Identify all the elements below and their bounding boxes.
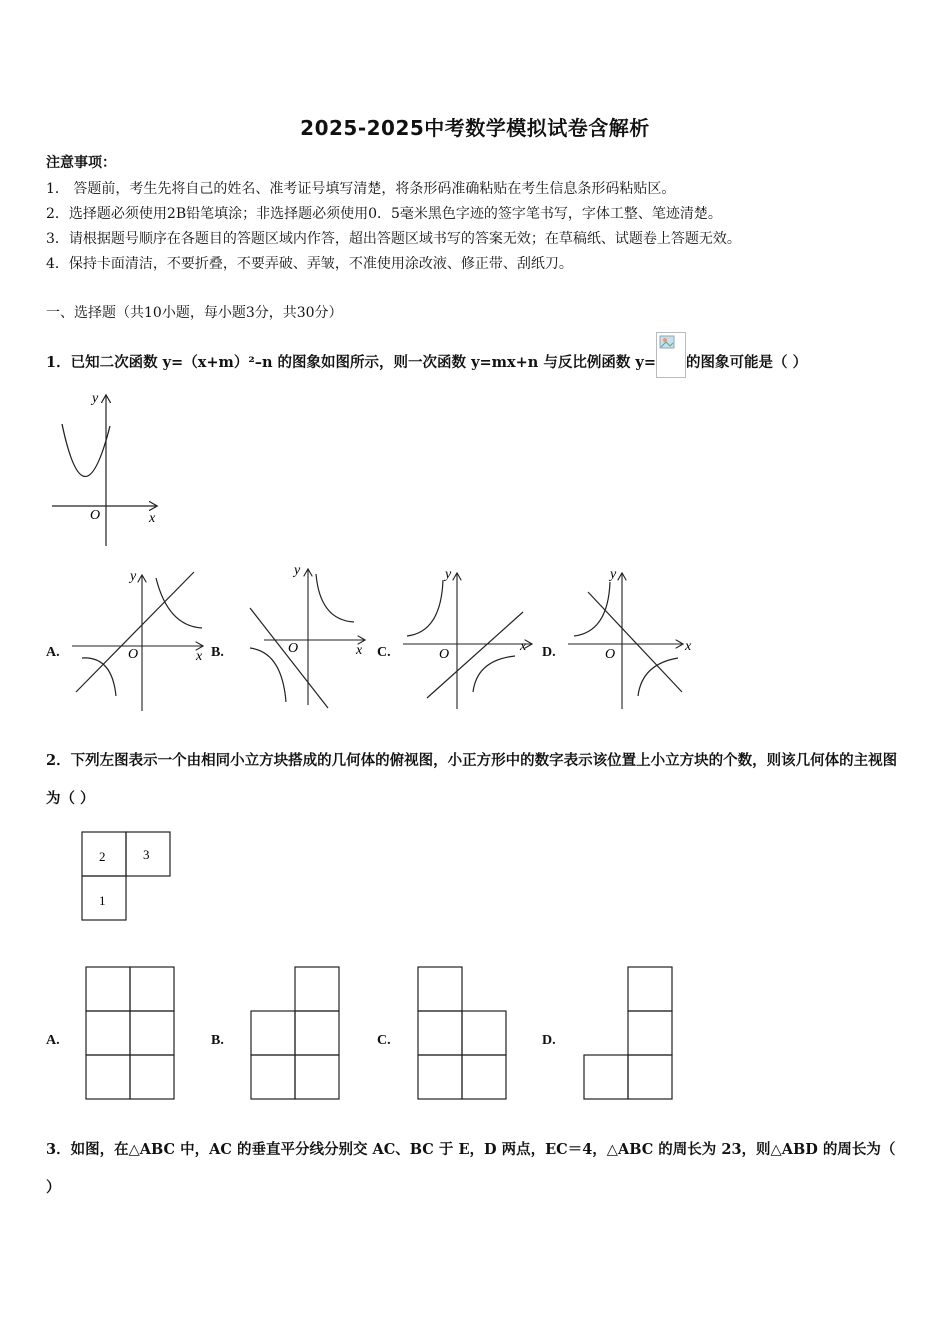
grid-number: 2 (99, 849, 106, 864)
q1-option-a-graph[interactable] (72, 568, 212, 713)
q2-option-b-label[interactable]: B. (211, 1033, 224, 1048)
broken-image-icon (656, 332, 686, 378)
q2-option-c-view[interactable] (416, 965, 508, 1101)
notice-item: 1． 答题前，考生先将自己的姓名、准考证号填写清楚，将条形码准确粘贴在考生信息条形码粘贴区。 (46, 181, 676, 197)
origin-label: O (128, 647, 139, 662)
origin-label: O (288, 641, 299, 656)
y-axis-label: y (92, 391, 99, 406)
x-axis-label: x (149, 511, 156, 526)
x-axis-label: x (685, 639, 692, 654)
q2-option-b-view[interactable] (249, 965, 341, 1101)
q1-parabola-figure (46, 388, 176, 548)
q1-option-b-graph[interactable] (236, 562, 376, 707)
y-axis-label: y (130, 569, 137, 584)
y-axis-label: y (294, 563, 301, 578)
question-2-text: 2．下列左图表示一个由相同小立方块搭成的几何体的俯视图，小正方形中的数字表示该位置上小立方块的个数，则该几何体的主视图为（ ） (46, 752, 898, 807)
origin-label: O (605, 647, 616, 662)
notice-item: 4．保持卡面清洁，不要折叠，不要弄破、弄皱，不准使用涂改液、修正带、刮纸刀。 (46, 256, 573, 272)
q1-option-c-label[interactable]: C. (377, 645, 391, 660)
q1-option-b-label[interactable]: B. (211, 645, 224, 660)
notice-heading: 注意事项： (46, 155, 116, 171)
y-axis-label: y (445, 567, 452, 582)
grid-number: 1 (99, 893, 106, 908)
x-axis-label: x (356, 643, 363, 658)
q1-option-a-label[interactable]: A. (46, 645, 60, 660)
q2-option-c-label[interactable]: C. (377, 1033, 391, 1048)
y-axis-label: y (610, 567, 617, 582)
x-axis-label: x (520, 639, 527, 654)
q2-option-a-label[interactable]: A. (46, 1033, 60, 1048)
grid-number: 3 (143, 847, 150, 862)
q2-option-a-view[interactable] (84, 965, 176, 1101)
origin-label: O (439, 647, 450, 662)
origin-label: O (90, 508, 101, 523)
q2-option-d-view[interactable] (582, 965, 674, 1101)
section-heading: 一、选择题（共10小题，每小题3分，共30分） (46, 305, 343, 321)
page-title: 2025-2025中考数学模拟试卷含解析 (300, 116, 650, 140)
notice-item: 2．选择题必须使用2B铅笔填涂；非选择题必须使用0．5毫米黑色字迹的签字笔书写，字体工整、笔迹清楚。 (46, 206, 722, 222)
x-axis-label: x (196, 649, 203, 664)
question-1-text: 1．已知二次函数 y=（x+m）²–n 的图象如图所示，则一次函数 y=mx+n 与反比例函数 y= 的图象可能是（ ） (46, 340, 807, 386)
q1-option-d-graph[interactable] (568, 566, 708, 711)
q2-option-d-label[interactable]: D. (542, 1033, 556, 1048)
question-3-text: 3．如图，在△ABC 中，AC 的垂直平分线分别交 AC、BC 于 E，D 两点，EC＝4，△ABC 的周长为 23，则△ABD 的周长为（ ） (46, 1141, 896, 1196)
q1-option-c-graph[interactable] (403, 566, 543, 711)
q2-top-view-grid (80, 830, 180, 925)
q1-option-d-label[interactable]: D. (542, 645, 556, 660)
notice-item: 3．请根据题号顺序在各题目的答题区域内作答，超出答题区域书写的答案无效；在草稿纸、试题卷上答题无效。 (46, 231, 741, 247)
